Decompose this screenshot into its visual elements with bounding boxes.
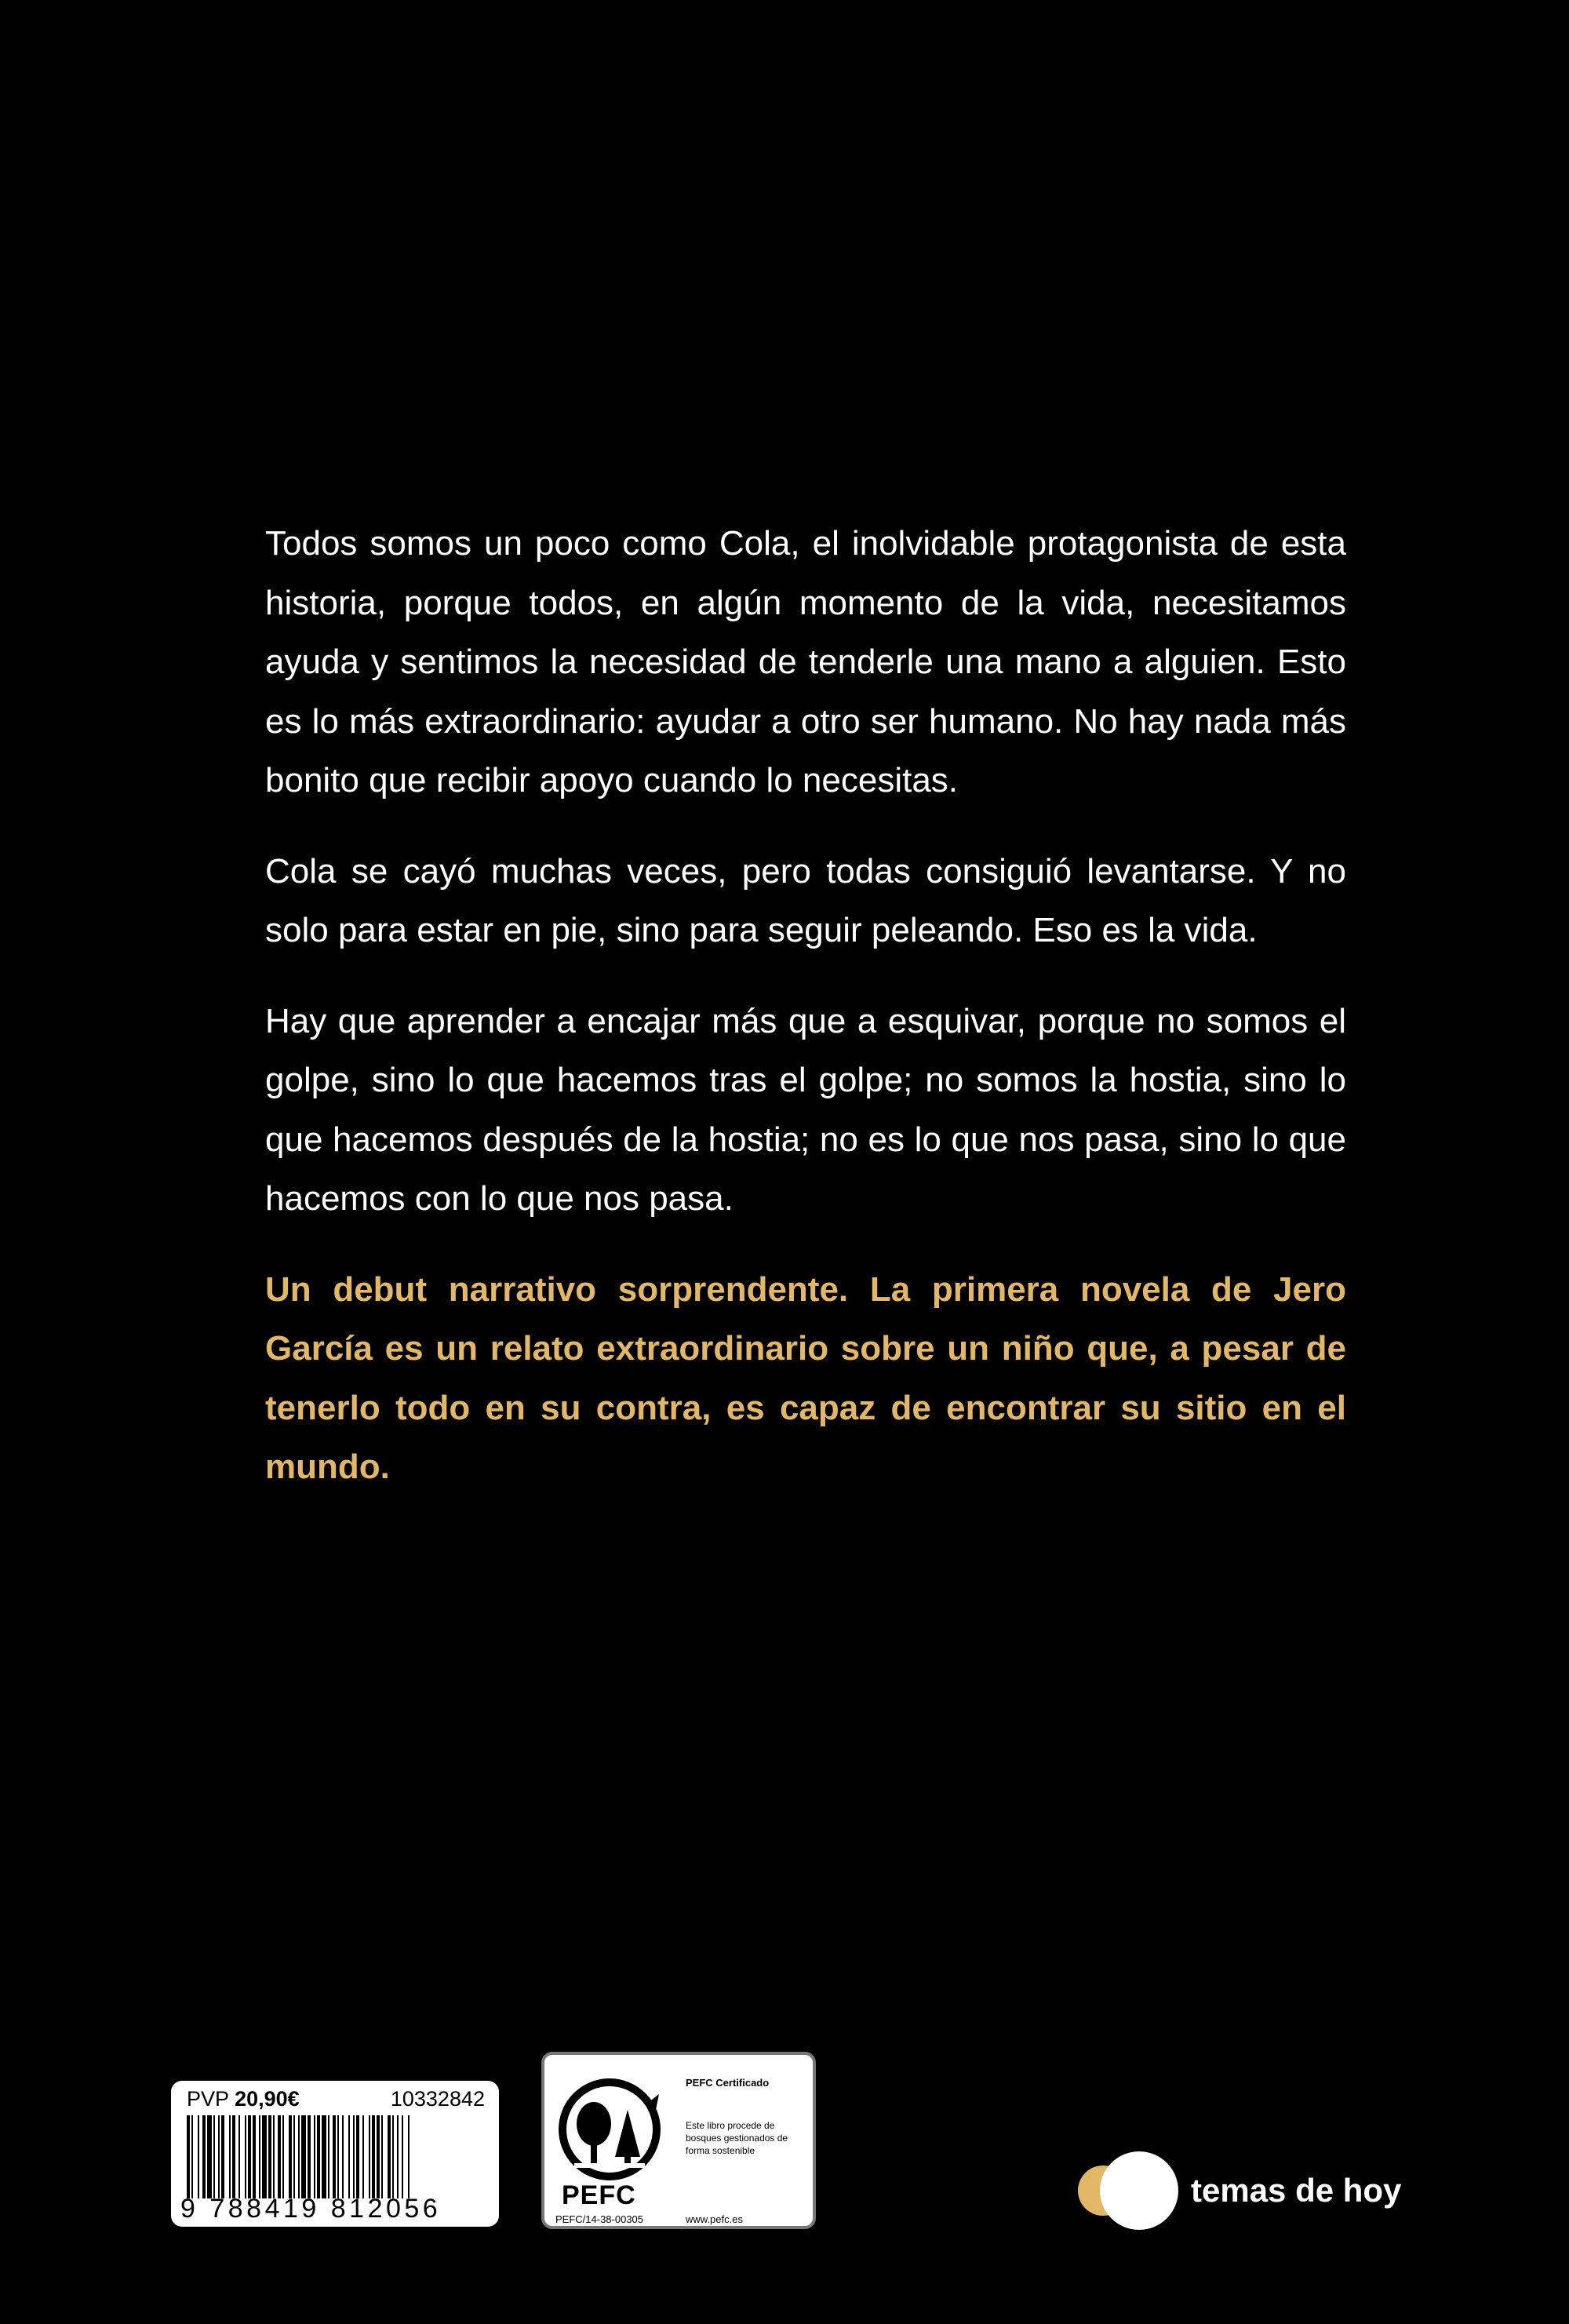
pefc-certificate-title: PEFC Certificado <box>686 2077 770 2089</box>
barcode-bar <box>191 2115 193 2198</box>
barcode-bar <box>388 2115 391 2198</box>
barcode-bars <box>187 2115 485 2198</box>
barcode-bar <box>301 2115 306 2198</box>
barcode-bar <box>238 2115 240 2198</box>
barcode-bar <box>348 2115 350 2198</box>
barcode-bar <box>402 2115 403 2198</box>
barcode-price-row <box>187 2087 485 2111</box>
barcode-bar <box>381 2115 383 2198</box>
pefc-wordmark: PEFC <box>562 2180 636 2210</box>
blurb-paragraph-1: Todos somos un poco como Cola, el inolvidable protagonista de esta historia, porque todos, en algún momento de la vida, necesitamos ayuda y sentimos la necesidad de tenderle una mano a alguien. Esto es lo más extraordinario: ayudar a otro ser humano. No hay nada más bonito que recibir apoyo cuando lo necesitas. <box>265 524 1346 800</box>
blurb-paragraph-2: Cola se cayó muchas veces, pero todas consiguió levantarse. Y no solo para estar en pie, sino para seguir peleando. Eso es la vida. <box>265 851 1346 949</box>
blurb-paragraph-3: Hay que aprender a encajar más que a esquivar, porque no somos el golpe, sino lo que hacemos tras el golpe; no somos la hostia, sino lo que hacemos después de la hostia; no es lo que nos pasa, sino lo que hacemos con lo que nos pasa. <box>265 1001 1346 1218</box>
barcode-bar <box>377 2115 380 2198</box>
barcode-bar <box>207 2115 212 2198</box>
barcode-bar <box>229 2115 231 2198</box>
barcode-bar <box>333 2115 336 2198</box>
pefc-code: PEFC/14-38-00305 <box>555 2213 644 2225</box>
barcode-bar <box>245 2115 246 2198</box>
barcode-bar <box>213 2115 215 2198</box>
barcode-bar <box>397 2115 399 2198</box>
barcode-bar <box>289 2115 292 2198</box>
publisher-logo <box>1078 2151 1407 2230</box>
barcode-bar <box>328 2115 329 2198</box>
blurb-highlight: Un debut narrativo sorprendente. La primera novela de Jero García es un relato extraordinario sobre un niño que, a pesar de tenerlo todo en su contra, es capaz de encontrar su sitio en el mundo. <box>265 1269 1346 1486</box>
back-cover-blurb <box>265 514 1346 1528</box>
barcode-bar <box>273 2115 275 2198</box>
barcode-bar <box>314 2115 315 2198</box>
barcode-bar <box>278 2115 281 2198</box>
publisher-name: temas de hoy <box>1191 2172 1402 2209</box>
barcode-bar <box>293 2115 295 2198</box>
barcode-bar <box>259 2115 260 2198</box>
barcode-bar <box>232 2115 235 2198</box>
pvp-label: PVP <box>187 2087 229 2111</box>
barcode-bar <box>372 2115 375 2198</box>
isbn-digits: 9 788419 812056 <box>180 2194 442 2224</box>
barcode-bar <box>308 2115 311 2198</box>
barcode-bar <box>322 2115 326 2198</box>
publisher-white-dot-icon <box>1100 2151 1178 2230</box>
barcode-bar <box>317 2115 320 2198</box>
barcode-bar <box>298 2115 300 2198</box>
pefc-certificate-text: Este libro procede de bosques gestionados de forma sostenible <box>686 2120 788 2156</box>
barcode-bar <box>248 2115 251 2198</box>
pefc-trees-icon <box>559 2078 661 2180</box>
barcode-bar <box>198 2115 199 2198</box>
barcode-bar <box>282 2115 284 2198</box>
barcode-bar <box>262 2115 267 2198</box>
product-code: 10332842 <box>390 2087 485 2111</box>
barcode-bar <box>408 2115 410 2198</box>
pefc-url: www.pefc.es <box>686 2213 743 2225</box>
price-group <box>187 2087 300 2111</box>
barcode-bar <box>253 2115 256 2198</box>
price-value: 20,90€ <box>235 2087 300 2111</box>
barcode-label <box>171 2081 499 2227</box>
barcode-bar <box>369 2115 370 2198</box>
barcode-bar <box>187 2115 190 2198</box>
barcode-bar <box>356 2115 359 2198</box>
pefc-certification-label <box>541 2052 816 2229</box>
barcode-bar <box>221 2115 224 2198</box>
barcode-bar <box>392 2115 394 2198</box>
barcode-bar <box>353 2115 355 2198</box>
barcode-bar <box>342 2115 344 2198</box>
barcode-bar <box>202 2115 206 2198</box>
barcode-bar <box>362 2115 364 2198</box>
barcode-bar <box>268 2115 271 2198</box>
barcode-bar <box>337 2115 339 2198</box>
barcode-bar <box>218 2115 220 2198</box>
